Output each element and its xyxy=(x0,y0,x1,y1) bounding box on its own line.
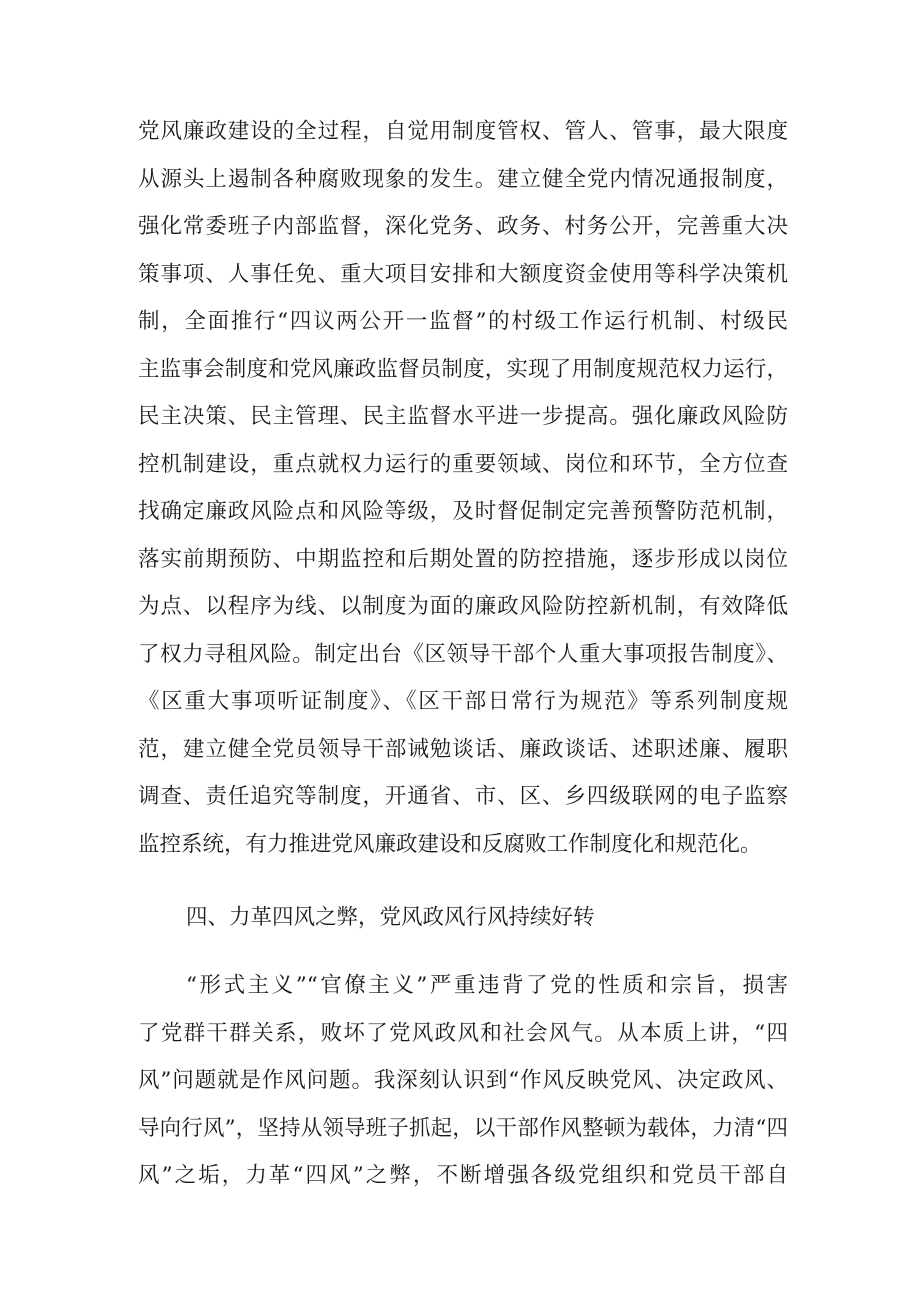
paragraph-1-line-6: 主监事会制度和党风廉政监督员制度，实现了用制度规范权力运行， xyxy=(138,357,788,382)
paragraph-2-line-4: 导向行风”，坚持从领导班子抓起，以干部作风整顿为载体，力清“四 xyxy=(138,1116,788,1141)
paragraph-1-line-7: 民主决策、民主管理、民主监督水平进一步提高。强化廉政风险防 xyxy=(138,404,788,429)
paragraph-2-line-2: 了党群干群关系，败坏了党风政风和社会风气。从本质上讲，“四 xyxy=(138,1021,788,1046)
paragraph-1-line-3: 强化常委班子内部监督，深化党务、政务、村务公开，完善重大决 xyxy=(138,214,788,239)
paragraph-1-line-1: 党风廉政建设的全过程，自觉用制度管权、管人、管事，最大限度 xyxy=(138,119,788,144)
section-heading: 四、力革四风之弊，党风政风行风持续好转 xyxy=(186,905,595,930)
paragraph-1-line-8: 控机制建设，重点就权力运行的重要领域、岗位和环节，全方位查 xyxy=(138,452,788,477)
paragraph-1-line-14: 范，建立健全党员领导干部诫勉谈话、廉政谈话、述职述廉、履职 xyxy=(138,737,788,762)
paragraph-1-line-9: 找确定廉政风险点和风险等级，及时督促制定完善预警防范机制， xyxy=(138,499,788,524)
paragraph-1-line-11: 为点、以程序为线、以制度为面的廉政风险防控新机制，有效降低 xyxy=(138,594,788,619)
paragraph-1-line-12: 了权力寻租风险。制定出台《区领导干部个人重大事项报告制度》、 xyxy=(138,642,788,667)
paragraph-1-line-13: 《区重大事项听证制度》、《区干部日常行为规范》等系列制度规 xyxy=(138,689,788,714)
paragraph-1-line-16: 监控系统，有力推进党风廉政建设和反腐败工作制度化和规范化。 xyxy=(138,832,762,857)
paragraph-2-line-5: 风”之垢，力革“四风”之弊，不断增强各级党组织和党员干部自 xyxy=(138,1163,788,1188)
paragraph-2-line-3: 风”问题就是作风问题。我深刻认识到“作风反映党风、决定政风、 xyxy=(138,1068,788,1093)
paragraph-1-line-15: 调查、责任追究等制度，开通省、市、区、乡四级联网的电子监察 xyxy=(138,784,788,809)
paragraph-1-line-2: 从源头上遏制各种腐败现象的发生。建立健全党内情况通报制度， xyxy=(138,167,788,192)
paragraph-1-line-5: 制，全面推行“四议两公开一监督”的村级工作运行机制、村级民 xyxy=(138,309,788,334)
paragraph-1-line-4: 策事项、人事任免、重大项目安排和大额度资金使用等科学决策机 xyxy=(138,262,788,287)
paragraph-2-line-1: “形式主义”“官僚主义”严重违背了党的性质和宗旨，损害 xyxy=(186,973,788,998)
paragraph-1-line-10: 落实前期预防、中期监控和后期处置的防控措施，逐步形成以岗位 xyxy=(138,547,788,572)
